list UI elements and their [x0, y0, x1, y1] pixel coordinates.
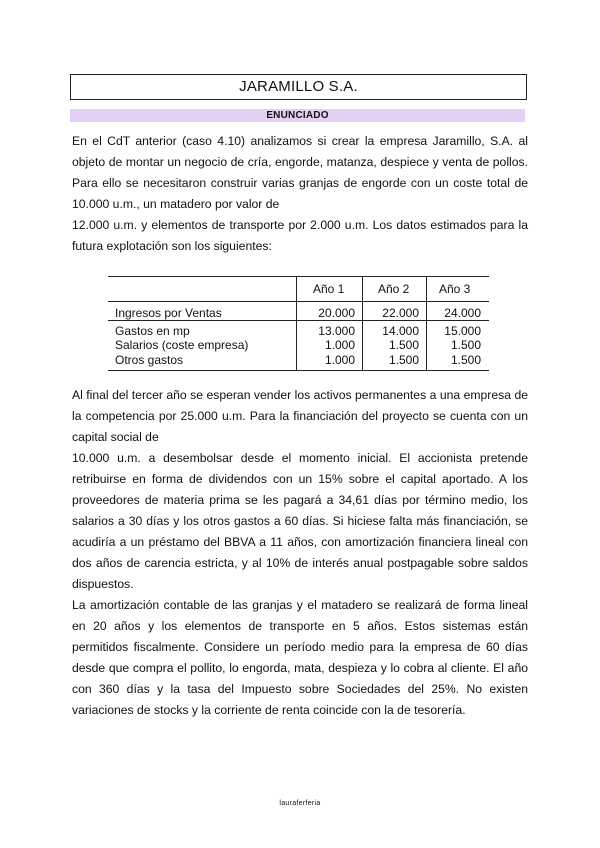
- table-row: [108, 306, 489, 321]
- cell-value: 1.500: [450, 353, 481, 367]
- table-divider: [296, 276, 297, 371]
- cell-value: 14.000: [382, 324, 419, 338]
- paragraph-financing: 10.000 u.m. a desembolsar desde el momento inicial. El accionista pretende retribuirse en forma de dividendos con un 15% sobre el capital aportado. A los proveedores de materia prima se les pagará a 34,61 días por término medio, los salarios a 30 días y los otros gastos a 60 días. Si hiciese falta más financiación, se acudiría a un préstamo del BBVA a 11 años, con amortización financiera lineal con dos años de carencia estricta, y al 10% de interés anual postpagable sobre saldos dispuestos.: [72, 451, 528, 591]
- cell-value: 24.000: [444, 306, 481, 320]
- row-label: Ingresos por Ventas: [115, 306, 222, 320]
- header-year-1: Año 1: [313, 282, 345, 296]
- cell-value: 22.000: [382, 306, 419, 320]
- row-label: Gastos en mp: [115, 324, 190, 338]
- cell-value: 13.000: [318, 324, 355, 338]
- document-title: JARAMILLO S.A.: [70, 74, 527, 100]
- forecast-table: [108, 276, 489, 371]
- cell-value: 15.000: [444, 324, 481, 338]
- cell-value: 1.500: [450, 338, 481, 352]
- header-year-2: Año 2: [378, 282, 410, 296]
- cell-value: 20.000: [318, 306, 355, 320]
- cell-value: 1.000: [324, 353, 355, 367]
- cell-value: 1.000: [324, 338, 355, 352]
- header-year-3: Año 3: [439, 282, 471, 296]
- cell-value: 1.500: [388, 353, 419, 367]
- paragraph-intro: En el CdT anterior (caso 4.10) analizamos si crear la empresa Jaramillo, S.A. al objeto de montar un negocio de cría, engorde, matanza, despiece y venta de pollos. Para ello se necesitaron construir varias granjas de engorde con un coste total de 10.000 u.m., un matadero por valor de: [72, 134, 528, 211]
- paragraph-amortization: La amortización contable de las granjas y el matadero se realizará de forma lineal en 20 años y los elementos de transporte en 5 años. Estos sistemas están permitidos fiscalmente. Considere un período medio para la empresa de 60 días desde que compra el pollito, lo engorda, mata, despieza y lo cobra al cliente. El año con 360 días y la tasa del Impuesto sobre Sociedades del 25%. No existen variaciones de stocks y la corriente de renta coincide con la de tesorería.: [72, 598, 528, 717]
- table-header: [108, 276, 489, 302]
- cell-value: 1.500: [388, 338, 419, 352]
- section-heading: ENUNCIADO: [70, 109, 525, 122]
- paragraph-sale: Al final del tercer año se esperan vender los activos permanentes a una empresa de la competencia por 25.000 u.m. Para la financiación del proyecto se cuenta con un capital social de: [72, 388, 528, 444]
- row-label: Salarios (coste empresa): [115, 338, 249, 352]
- table-bottom-rule: [108, 370, 489, 371]
- table-divider: [426, 276, 427, 371]
- paragraph-costs: 12.000 u.m. y elementos de transporte por 2.000 u.m. Los datos estimados para la futura explotación son los siguientes:: [72, 218, 528, 253]
- row-label: Otros gastos: [115, 353, 184, 367]
- table-divider: [362, 276, 363, 371]
- page-footer: lauraferferia: [279, 800, 321, 807]
